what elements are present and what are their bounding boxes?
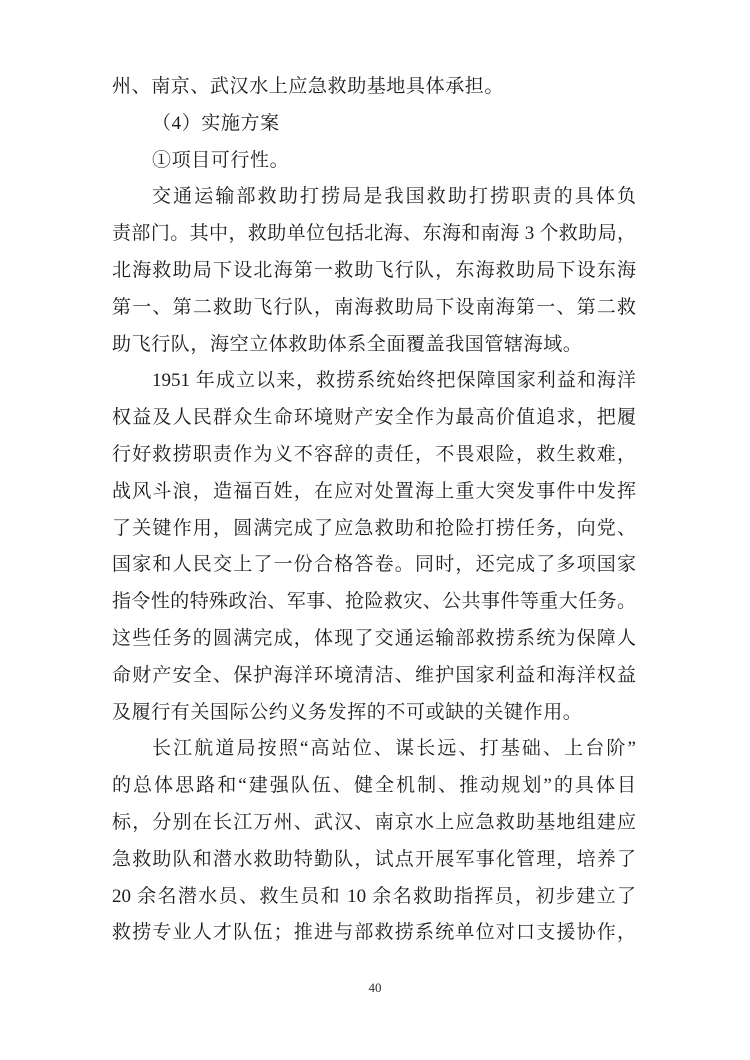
text-line: 了关键作用，圆满完成了应急救助和抢险打捞任务，向党、 (112, 517, 636, 539)
text-line: ①项目可行性。 (152, 149, 290, 171)
body-text (112, 69, 636, 952)
text-line: 及履行有关国际公约义务发挥的不可或缺的关键作用。 (112, 701, 583, 723)
text-line: 交通运输部救助打捞局是我国救助打捞职责的具体负 (152, 186, 636, 208)
text-line: 急救助队和潜水救助特勤队，试点开展军事化管理，培养了 (112, 848, 636, 870)
text-line: 权益及人民群众生命环境财产安全作为最高价值追求，把履 (112, 407, 636, 429)
text-line: 长江航道局按照“高站位、谋长远、打基础、上台阶” (152, 738, 636, 760)
text-line: 北海救助局下设北海第一救助飞行队，东海救助局下设东海 (112, 259, 636, 281)
text-line: （4）实施方案 (152, 112, 280, 134)
text-line: 20 余名潜水员、救生员和 10 余名救助指挥员，初步建立了 (112, 885, 636, 907)
text-line: 州、南京、武汉水上应急救助基地具体承担。 (112, 76, 505, 97)
text-line: 1951 年成立以来，救捞系统始终把保障国家利益和海洋 (152, 370, 636, 392)
text-line: 国家和人民交上了一份合格答卷。同时，还完成了多项国家 (112, 554, 636, 576)
text-line: 命财产安全、保护海洋环境清洁、维护国家利益和海洋权益 (112, 664, 636, 686)
text-line: 助飞行队，海空立体救助体系全面覆盖我国管辖海域。 (112, 333, 583, 355)
page-number: 40 (368, 980, 382, 995)
text-line: 救捞专业人才队伍；推进与部救捞系统单位对口支援协作， (112, 922, 636, 944)
text-line: 标，分别在长江万州、武汉、南京水上应急救助基地组建应 (112, 811, 636, 833)
text-line: 战风斗浪，造福百姓，在应对处置海上重大突发事件中发挥 (112, 480, 636, 502)
text-line: 这些任务的圆满完成，体现了交通运输部救捞系统为保障人 (112, 627, 636, 649)
text-line: 第一、第二救助飞行队，南海救助局下设南海第一、第二救 (112, 296, 636, 318)
text-line: 的总体思路和“建强队伍、健全机制、推动规划”的具体目 (112, 775, 636, 797)
text-line: 责部门。其中，救助单位包括北海、东海和南海 3 个救助局， (112, 223, 636, 245)
text-line: 行好救捞职责作为义不容辞的责任，不畏艰险，救生救难， (112, 443, 636, 465)
text-line: 指令性的特殊政治、军事、抢险救灾、公共事件等重大任务。 (112, 591, 636, 613)
